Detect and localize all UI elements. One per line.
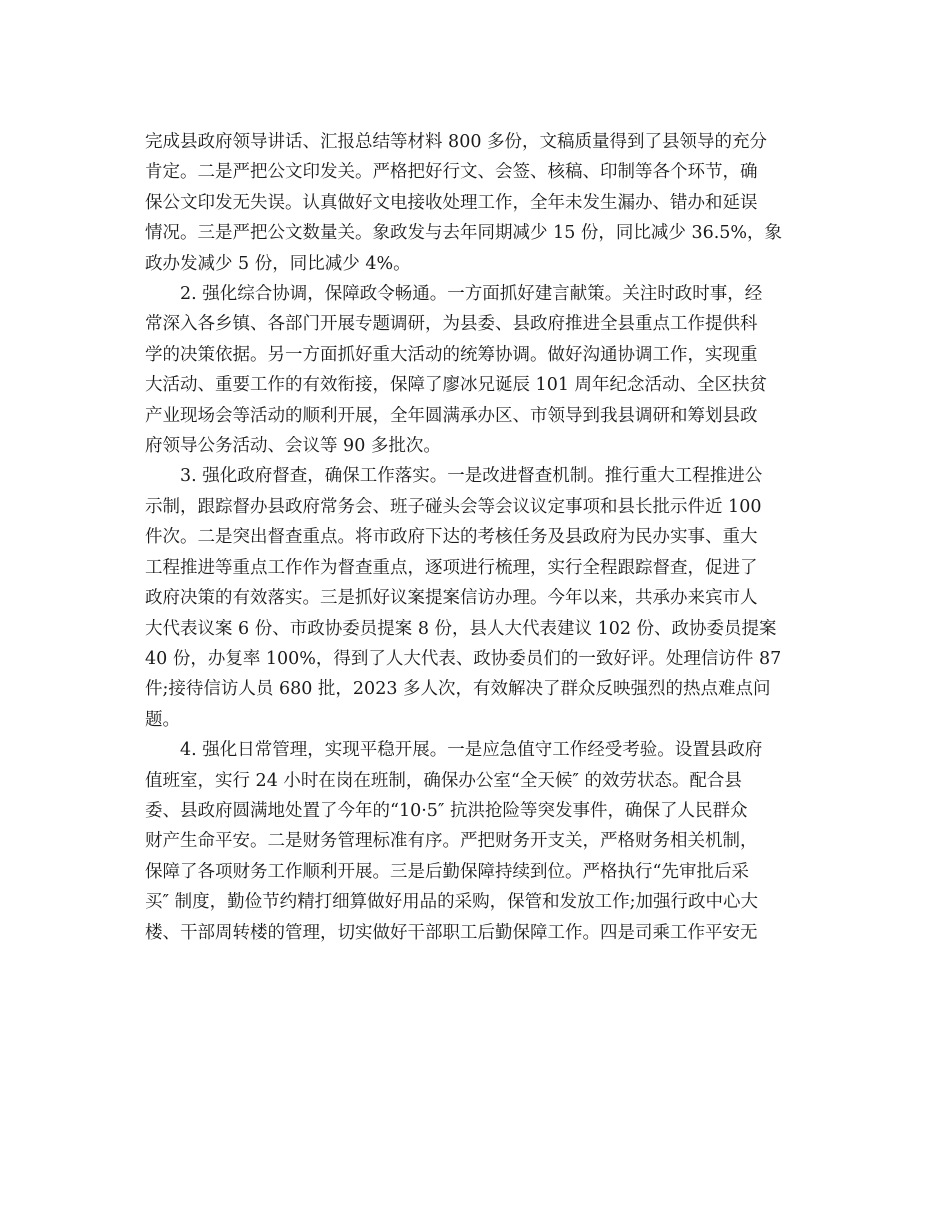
text-line: 保障了各项财务工作顺利开展。三是后勤保障持续到位。严格执行“先审批后采 (145, 861, 749, 882)
paragraph (145, 735, 815, 948)
text-line: 肯定。二是严把公文印发关。严格把好行文、会签、核稿、印制等各个环节，确 (145, 162, 758, 183)
paragraph (145, 461, 815, 735)
text-line: 工程推进等重点工作作为督查重点，逐项进行梳理，实行全程跟踪督查，促进了 (145, 557, 758, 578)
text-line: 题。 (145, 709, 180, 730)
text-line: 件次。二是突出督查重点。将市政府下达的考核任务及县政府为民办实事、重大 (145, 527, 758, 548)
paragraph (145, 127, 815, 279)
text-line: 政府决策的有效落实。三是抓好议案提案信访办理。今年以来，共承办来宾市人 (145, 588, 758, 609)
text-line: 件;接待信访人员 680 批，2023 多人次，有效解决了群众反映强烈的热点难点问 (145, 679, 771, 700)
text-line: 4. 强化日常管理，实现平稳开展。一是应急值守工作经受考验。设置县政府 (180, 740, 763, 761)
text-line: 完成县政府领导讲话、汇报总结等材料 800 多份，文稿质量得到了县领导的充分 (145, 132, 768, 152)
text-line: 示制，跟踪督办县政府常务会、班子碰头会等会议议定事项和县长批示件近 100 (145, 496, 762, 517)
text-line: 财产生命平安。二是财务管理标准有序。严把财务开支关，严格财务相关机制， (145, 831, 758, 852)
text-line: 40 份，办复率 100%，得到了人大代表、政协委员们的一致好评。处理信访件 87 (145, 648, 782, 669)
text-line: 常深入各乡镇、各部门开展专题调研，为县委、县政府推进全县重点工作提供科 (145, 314, 758, 335)
text-line: 情况。三是严把公文数量关。象政发与去年同期减少 15 份，同比减少 36.5%，象 (145, 223, 783, 244)
text-line: 大活动、重要工作的有效衔接，保障了廖冰兄诞辰 101 周年纪念活动、全区扶贫 (145, 375, 768, 396)
text-line: 府领导公务活动、会议等 90 多批次。 (145, 436, 441, 457)
paragraph (145, 279, 815, 461)
document-body (145, 127, 815, 948)
text-line: 值班室，实行 24 小时在岗在班制，确保办公室“全天候″ 的效劳状态。配合县 (145, 770, 742, 791)
text-line: 政办发减少 5 份，同比减少 4%。 (145, 253, 411, 274)
text-line: 产业现场会等活动的顺利开展，全年圆满承办区、市领导到我县调研和筹划县政 (145, 405, 758, 426)
text-line: 学的决策依据。另一方面抓好重大活动的统筹协调。做好沟通协调工作，实现重 (145, 344, 758, 365)
text-line: 2. 强化综合协调，保障政令畅通。一方面抓好建言献策。关注时政时事，经 (180, 284, 763, 305)
text-line: 委、县政府圆满地处置了今年的“10·5″ 抗洪抢险等突发事件，确保了人民群众 (145, 800, 748, 821)
text-line: 大代表议案 6 份、市政协委员提案 8 份，县人大代表建议 102 份、政协委员提案 (145, 618, 777, 639)
text-line: 楼、干部周转楼的管理，切实做好干部职工后勤保障工作。四是司乘工作平安无 (145, 922, 758, 943)
text-line: 买″ 制度，勤俭节约精打细算做好用品的采购，保管和发放工作;加强行政中心大 (145, 892, 758, 913)
text-line: 保公文印发无失误。认真做好文电接收处理工作，全年未发生漏办、错办和延误 (145, 192, 758, 213)
text-line: 3. 强化政府督查，确保工作落实。一是改进督查机制。推行重大工程推进公 (180, 466, 763, 487)
